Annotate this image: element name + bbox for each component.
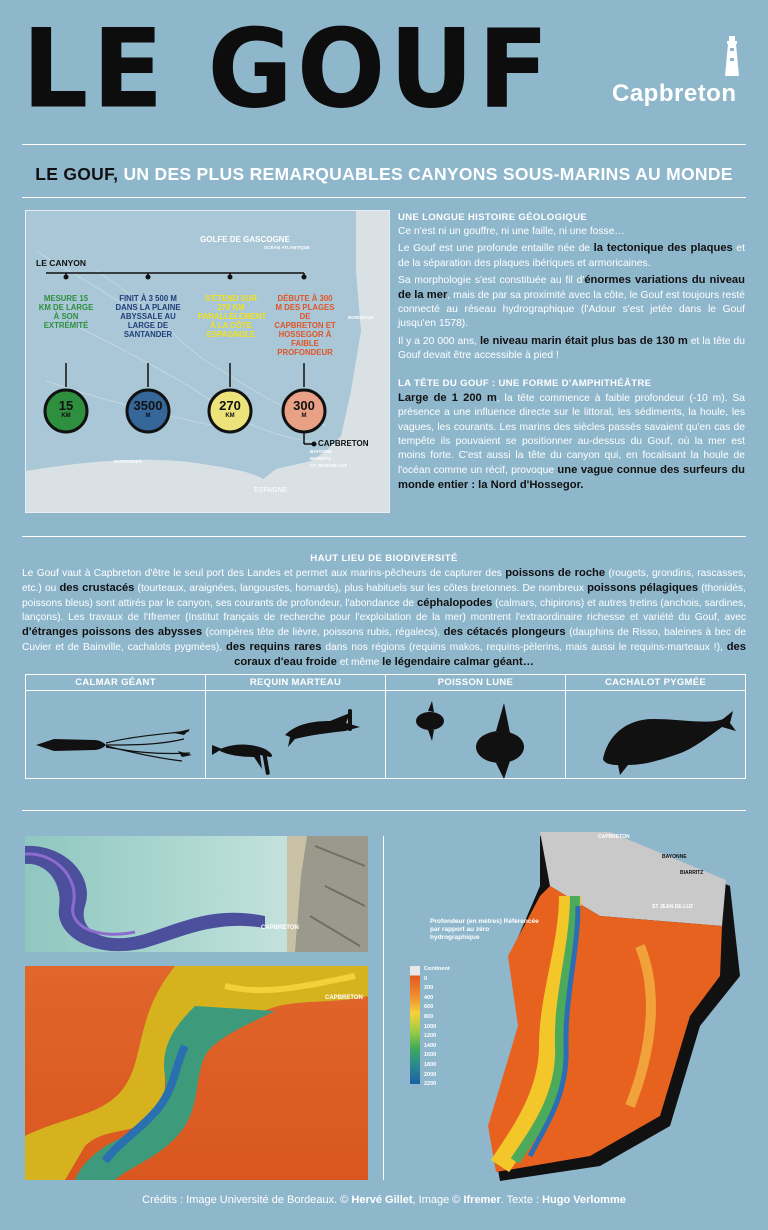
history-section bbox=[398, 211, 745, 496]
head-heading: LA TÊTE DU GOUF : UNE FORME D'AMPHITHÉÂTRE bbox=[398, 378, 652, 390]
bathy-capbreton-top: CAPBRETON bbox=[261, 925, 299, 931]
subtitle bbox=[22, 164, 746, 185]
biodiversity-text: Le Gouf vaut à Capbreton d'être le seul port des Landes et permet aux marins-pêcheurs de capturer des poissons de roche (rougets, grondins, rascasses, etc.) ou des crustacés (tourteaux, araignées, langoustes, homards), plus habituels sur les côtes bretonnes. De nombreux poissons pélagiques (thonidés, poissons bleus) sont attirés par le canyon, ses courants de profondeur, l'abondance de céphalopodes (calmars, chipirons) et autres tretins (anchois, sardines, lançons). Les travaux de l'Ifremer (Institut français de recherche pour l'exploitation de la mer) montrent l'extraordinaire richesse et variété du Gouf, avec d'étranges poissons des abysses (compères tête de lièvre, poissons rubis, régalecs), des cétacés plongeurs (dauphins de Risso, baleines à bec de Cuvier et de Bainville, cachalots pygmées), des requins rares dans nos régions (requins makos, requins-pèlerins, mais aussi le requins-marteaux !), des coraux d'eau froide et même le légendaire calmar géant… bbox=[22, 567, 746, 668]
history-p2: Le Gouf est une profonde entaille née de la tectonique des plaques et de la séparation des plaques ibériques et armoricaines. bbox=[398, 242, 745, 269]
head-p1: Large de 1 200 m, la tête commence à faible profondeur (-10 m). Sa présence a une influence directe sur le littoral, les sédiments, la houle, les vagues, les courants. Les marins des siècles passés savaient qu'en cas de tempête ils pouvaient se positionner au-dessus du Gouf, où la mer est moins forte. C'est aussi la tête du canyon qui, en focalisant la houle de l'océan comme un récif, provoque une vague connue des surfeurs du monde entier : la Nord d'Hossegor. bbox=[398, 392, 745, 492]
legend-label: Continent bbox=[424, 966, 450, 972]
animal-header-requin: REQUIN MARTEAU bbox=[206, 675, 385, 691]
legend-label: 1000 bbox=[424, 1023, 437, 1030]
depth-legend bbox=[410, 966, 490, 1086]
giant-squid-icon bbox=[34, 725, 194, 765]
bathymetry-3d-gouf bbox=[400, 826, 748, 1182]
place-biarritz: BIARRITZ bbox=[310, 456, 331, 461]
canyon-map bbox=[25, 210, 390, 513]
fact-start-value: 300 bbox=[293, 398, 315, 413]
bathy-biarritz: BIARRITZ bbox=[680, 870, 704, 876]
biodiversity-heading: HAUT LIEU DE BIODIVERSITÉ bbox=[310, 553, 458, 564]
pygmy-sperm-whale-icon bbox=[598, 699, 738, 779]
fact-depth-value: 3500 bbox=[133, 398, 163, 413]
subtitle-rest: UN DES PLUS REMARQUABLES CANYONS SOUS-MARINS AU MONDE bbox=[118, 164, 733, 184]
legend-title: Profondeur (en mètres) Référencée par rapport au zéro hydrographique bbox=[430, 918, 539, 941]
fact-width-text: MESURE 15 KM DE LARGE À SON EXTRÉMITÉ bbox=[38, 294, 94, 330]
bathymetry-3d-head bbox=[25, 966, 368, 1180]
fact-width-unit: KM bbox=[61, 413, 71, 419]
legend-label: 1400 bbox=[424, 1042, 437, 1049]
history-p4: Il y a 20 000 ans, le niveau marin était plus bas de 130 m et la tête du Gouf devait être accessible à pied ! bbox=[398, 334, 745, 361]
fact-length-value: 270 bbox=[219, 398, 241, 413]
animal-header-cachalot: CACHALOT PYGMÉE bbox=[566, 675, 745, 691]
lighthouse-icon bbox=[720, 34, 744, 78]
legend-label: 2200 bbox=[424, 1081, 437, 1088]
divider bbox=[383, 836, 384, 1180]
history-p1: Ce n'est ni un gouffre, ni une faille, ni une fosse… bbox=[398, 226, 625, 238]
divider bbox=[22, 144, 746, 145]
bathy-capbreton-right: CAPBRETON bbox=[598, 834, 630, 840]
history-p3: Sa morphologie s'est constituée au fil d'énormes variations du niveau de la mer, mais de par sa proximité avec la côte, le Gouf est toujours resté connecté au réseau hydrographique (l'Adour s'est jetée dans le Gouf jusqu'en 1578). bbox=[398, 273, 745, 330]
fact-length-unit: KM bbox=[225, 413, 235, 419]
legend-label: 400 bbox=[424, 994, 434, 1001]
legend-label: 600 bbox=[424, 1004, 434, 1011]
divider bbox=[22, 536, 746, 537]
legend-label: 1200 bbox=[424, 1033, 437, 1040]
legend-label: 200 bbox=[424, 985, 434, 992]
fact-depth-unit: M bbox=[145, 413, 151, 419]
place-espagne: ESPAGNE bbox=[254, 487, 288, 494]
capbreton-logo bbox=[612, 40, 752, 110]
ocean-label: OCÉAN ATLANTIQUE bbox=[264, 245, 310, 250]
place-bordeaux: BORDEAUX bbox=[348, 315, 374, 320]
legend-label: 0 bbox=[424, 975, 428, 982]
legend-label: 800 bbox=[424, 1014, 434, 1020]
fact-length-text: S'ÉTEND SUR 270 KM PARALLÈLEMENT À LA CÔTE ESPAGNOLE bbox=[198, 294, 267, 339]
legend-label: 1600 bbox=[424, 1052, 437, 1059]
fact-width-value: 15 bbox=[58, 398, 74, 413]
fact-start-text: DÉBUTE À 300 M DES PLAGES DE CAPBRETON ET HOSSEGOR À FAIBLE PROFONDEUR bbox=[274, 294, 336, 357]
credits: Crédits : Image Université de Bordeaux. © Hervé Gillet, Image © Ifremer. Texte : Hugo Verlomme bbox=[142, 1194, 626, 1206]
animal-header-calmar: CALMAR GÉANT bbox=[26, 675, 205, 691]
place-bayonne: BAYONNE bbox=[310, 449, 333, 454]
fact-start-unit: M bbox=[301, 413, 307, 419]
place-stjean: ST JEAN-DE-LUZ bbox=[310, 463, 347, 468]
logo-text: Capbreton bbox=[612, 80, 737, 107]
animals-table bbox=[25, 674, 746, 779]
bathy-bayonne: BAYONNE bbox=[662, 854, 687, 860]
divider bbox=[22, 810, 746, 811]
bathy-stjean: ST JEAN-DE-LUZ bbox=[652, 904, 694, 910]
hammerhead-shark-icon bbox=[210, 695, 370, 775]
legend-label: 1800 bbox=[424, 1062, 437, 1068]
sunfish-icon bbox=[410, 699, 540, 779]
bathy-capbreton-bottom: CAPBRETON bbox=[325, 995, 363, 1001]
page-title: LE GOUF bbox=[22, 4, 553, 133]
history-heading: UNE LONGUE HISTOIRE GÉOLOGIQUE bbox=[398, 212, 587, 223]
legend-colorbar bbox=[410, 966, 420, 1084]
canyon-label: LE CANYON bbox=[36, 258, 87, 268]
fact-depth-text: FINIT À 3 500 M DANS LA PLAINE ABYSSALE AU LARGE DE SANTANDER bbox=[115, 294, 181, 339]
divider bbox=[22, 197, 746, 198]
sea-label: GOLFE DE GASCOGNE bbox=[200, 235, 290, 244]
place-santander: SANTANDER bbox=[114, 459, 142, 464]
legend-label: 2000 bbox=[424, 1071, 437, 1078]
bathymetry-canyon-head bbox=[25, 836, 368, 952]
subtitle-lead: LE GOUF, bbox=[35, 164, 119, 184]
place-capbreton: CAPBRETON bbox=[318, 439, 369, 448]
animal-header-poisson-lune: POISSON LUNE bbox=[386, 675, 565, 691]
